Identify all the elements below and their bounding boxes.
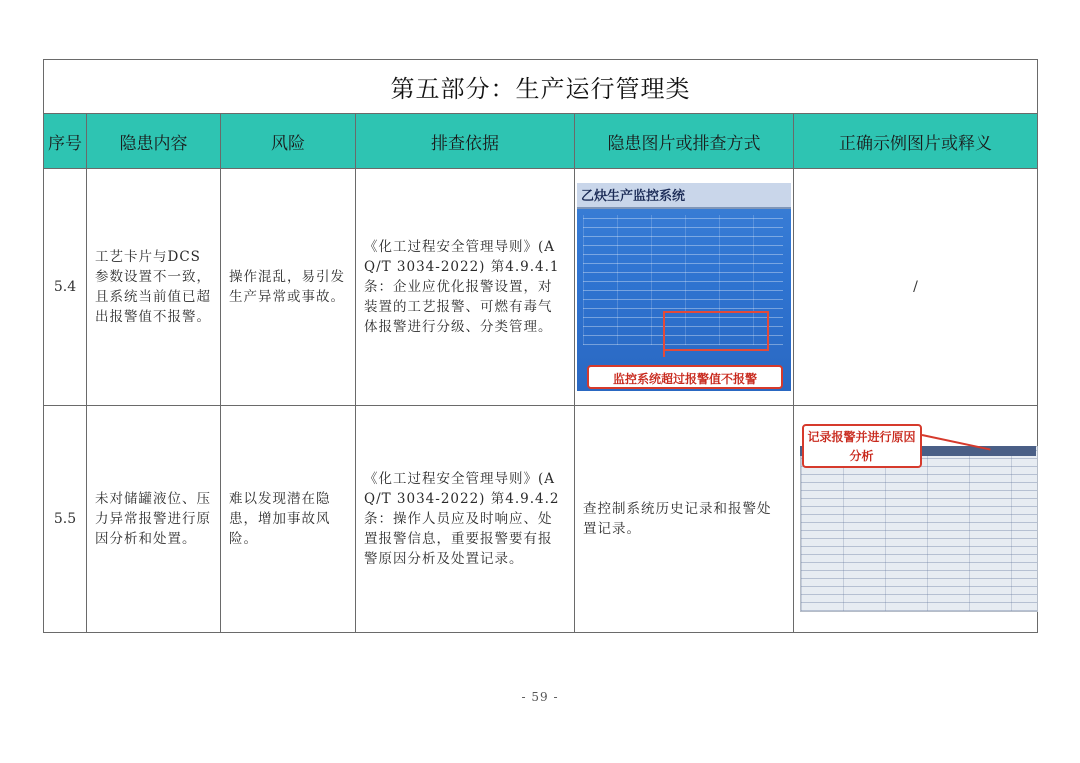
risk-content: 操作混乱，易引发生产异常或事故。 xyxy=(221,169,356,406)
risk-content: 难以发现潜在隐患，增加事故风险。 xyxy=(221,406,356,633)
correct-example-caption: 记录报警并进行原因分析 xyxy=(802,424,922,468)
header-row xyxy=(44,114,1038,169)
inspection-method: 查控制系统历史记录和报警处置记录。 xyxy=(575,406,794,633)
header-image-method: 隐患图片或排查方式 xyxy=(575,114,794,169)
alarm-log-table xyxy=(800,446,1038,612)
highlight-pointer xyxy=(663,347,665,357)
section-title: 第五部分：生产运行管理类 xyxy=(44,60,1038,114)
monitoring-screen-title: 乙炔生产监控系统 xyxy=(581,189,686,204)
header-hazard: 隐患内容 xyxy=(87,114,221,169)
highlight-box xyxy=(663,311,769,351)
hazard-content: 未对储罐液位、压力异常报警进行原因分析和处置。 xyxy=(87,406,221,633)
hazard-content: 工艺卡片与DCS参数设置不一致，且系统当前值已超出报警值不报警。 xyxy=(87,169,221,406)
table-row xyxy=(44,169,1038,406)
header-basis: 排查依据 xyxy=(356,114,575,169)
monitoring-screen-image xyxy=(577,183,791,391)
table-row xyxy=(44,406,1038,633)
correct-example: / xyxy=(794,169,1038,406)
row-number: 5.4 xyxy=(44,169,87,406)
hazard-image-caption: 监控系统超过报警值不报警 xyxy=(587,365,783,389)
header-no: 序号 xyxy=(44,114,87,169)
basis-content: 《化工过程安全管理导则》(AQ/T 3034-2022) 第4.9.4.1条：企业应优化报警设置，对装置的工艺报警、可燃有毒气体报警进行分级、分类管理。 xyxy=(356,169,575,406)
hazard-table xyxy=(43,59,1038,633)
correct-example-image-cell xyxy=(794,406,1038,633)
page-number: - 59 - xyxy=(521,690,559,704)
header-correct-example: 正确示例图片或释义 xyxy=(794,114,1038,169)
hazard-image-cell xyxy=(575,169,794,406)
alarm-log-image xyxy=(796,424,1036,614)
header-risk: 风险 xyxy=(221,114,356,169)
basis-content: 《化工过程安全管理导则》(AQ/T 3034-2022) 第4.9.4.2条：操作人员应及时响应、处置报警信息，重要报警要有报警原因分析及处置记录。 xyxy=(356,406,575,633)
row-number: 5.5 xyxy=(44,406,87,633)
